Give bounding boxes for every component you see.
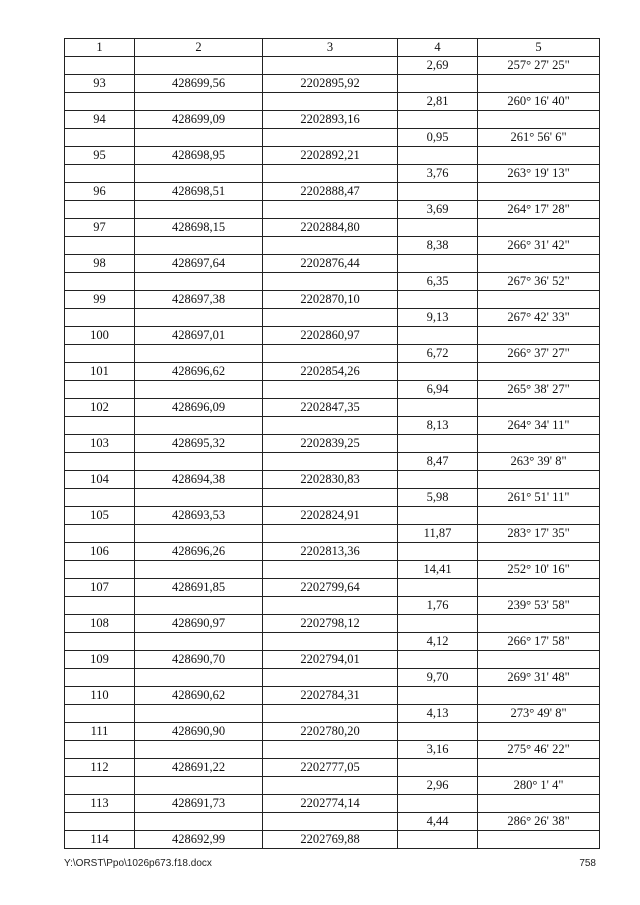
table-row [65, 255, 600, 273]
bearing-cell [478, 219, 600, 237]
bearing-cell: 286° 26' 38" [478, 813, 600, 831]
table-row [65, 795, 600, 813]
point-number-cell: 110 [65, 687, 135, 705]
bearing-cell [478, 147, 600, 165]
y-coordinate-cell [263, 417, 398, 435]
bearing-cell [478, 399, 600, 417]
distance-cell: 2,81 [398, 93, 478, 111]
table-row [65, 237, 600, 255]
y-coordinate-cell: 2202799,64 [263, 579, 398, 597]
bearing-cell: 252° 10' 16" [478, 561, 600, 579]
y-coordinate-cell [263, 57, 398, 75]
point-number-cell [65, 813, 135, 831]
distance-cell: 3,76 [398, 165, 478, 183]
point-number-cell: 106 [65, 543, 135, 561]
table-row [65, 669, 600, 687]
x-coordinate-cell: 428691,85 [135, 579, 263, 597]
point-number-cell [65, 597, 135, 615]
table-row [65, 507, 600, 525]
bearing-cell: 257° 27' 25" [478, 57, 600, 75]
y-coordinate-cell [263, 129, 398, 147]
y-coordinate-cell [263, 237, 398, 255]
bearing-cell [478, 255, 600, 273]
x-coordinate-cell: 428692,99 [135, 831, 263, 849]
bearing-cell: 261° 51' 11" [478, 489, 600, 507]
point-number-cell: 112 [65, 759, 135, 777]
table-row [65, 165, 600, 183]
y-coordinate-cell: 2202824,91 [263, 507, 398, 525]
point-number-cell [65, 345, 135, 363]
y-coordinate-cell [263, 489, 398, 507]
distance-cell: 3,16 [398, 741, 478, 759]
y-coordinate-cell: 2202870,10 [263, 291, 398, 309]
footer-file-path: Y:\ORST\Ppo\1026p673.f18.docx [64, 858, 212, 869]
distance-cell [398, 147, 478, 165]
bearing-cell [478, 471, 600, 489]
y-coordinate-cell: 2202780,20 [263, 723, 398, 741]
bearing-cell [478, 831, 600, 849]
table-row [65, 183, 600, 201]
distance-cell: 9,70 [398, 669, 478, 687]
table-row [65, 147, 600, 165]
y-coordinate-cell [263, 201, 398, 219]
x-coordinate-cell [135, 525, 263, 543]
point-number-cell: 98 [65, 255, 135, 273]
x-coordinate-cell: 428697,01 [135, 327, 263, 345]
x-coordinate-cell: 428697,64 [135, 255, 263, 273]
x-coordinate-cell [135, 129, 263, 147]
bearing-cell [478, 651, 600, 669]
point-number-cell [65, 165, 135, 183]
y-coordinate-cell: 2202892,21 [263, 147, 398, 165]
distance-cell: 5,98 [398, 489, 478, 507]
distance-cell: 6,94 [398, 381, 478, 399]
y-coordinate-cell: 2202774,14 [263, 795, 398, 813]
bearing-cell: 266° 31' 42" [478, 237, 600, 255]
distance-cell [398, 399, 478, 417]
point-number-cell: 96 [65, 183, 135, 201]
distance-cell: 2,69 [398, 57, 478, 75]
point-number-cell [65, 525, 135, 543]
distance-cell [398, 435, 478, 453]
column-header: 4 [398, 39, 478, 57]
y-coordinate-cell [263, 813, 398, 831]
distance-cell [398, 687, 478, 705]
point-number-cell [65, 669, 135, 687]
table-row [65, 399, 600, 417]
y-coordinate-cell [263, 165, 398, 183]
distance-cell: 9,13 [398, 309, 478, 327]
point-number-cell [65, 489, 135, 507]
table-row [65, 93, 600, 111]
bearing-cell [478, 723, 600, 741]
point-number-cell: 107 [65, 579, 135, 597]
distance-cell: 8,13 [398, 417, 478, 435]
point-number-cell [65, 201, 135, 219]
x-coordinate-cell [135, 93, 263, 111]
table-row [65, 525, 600, 543]
x-coordinate-cell [135, 201, 263, 219]
x-coordinate-cell [135, 633, 263, 651]
distance-cell [398, 651, 478, 669]
y-coordinate-cell: 2202893,16 [263, 111, 398, 129]
bearing-cell: 265° 38' 27" [478, 381, 600, 399]
point-number-cell [65, 453, 135, 471]
bearing-cell: 280° 1' 4" [478, 777, 600, 795]
distance-cell [398, 723, 478, 741]
distance-cell: 0,95 [398, 129, 478, 147]
x-coordinate-cell: 428691,22 [135, 759, 263, 777]
x-coordinate-cell [135, 273, 263, 291]
x-coordinate-cell [135, 741, 263, 759]
distance-cell: 2,96 [398, 777, 478, 795]
point-number-cell [65, 417, 135, 435]
distance-cell: 14,41 [398, 561, 478, 579]
distance-cell [398, 543, 478, 561]
column-header: 1 [65, 39, 135, 57]
x-coordinate-cell [135, 813, 263, 831]
y-coordinate-cell: 2202784,31 [263, 687, 398, 705]
coordinates-table [64, 38, 600, 849]
y-coordinate-cell: 2202798,12 [263, 615, 398, 633]
bearing-cell: 264° 17' 28" [478, 201, 600, 219]
y-coordinate-cell [263, 669, 398, 687]
point-number-cell: 105 [65, 507, 135, 525]
table-row [65, 471, 600, 489]
bearing-cell: 266° 37' 27" [478, 345, 600, 363]
distance-cell: 8,38 [398, 237, 478, 255]
bearing-cell [478, 327, 600, 345]
point-number-cell [65, 309, 135, 327]
point-number-cell: 100 [65, 327, 135, 345]
y-coordinate-cell: 2202769,88 [263, 831, 398, 849]
table-row [65, 813, 600, 831]
bearing-cell [478, 543, 600, 561]
distance-cell: 6,72 [398, 345, 478, 363]
bearing-cell: 263° 39' 8" [478, 453, 600, 471]
point-number-cell: 111 [65, 723, 135, 741]
bearing-cell: 267° 36' 52" [478, 273, 600, 291]
bearing-cell [478, 111, 600, 129]
table-row [65, 723, 600, 741]
bearing-cell: 239° 53' 58" [478, 597, 600, 615]
table-row [65, 453, 600, 471]
point-number-cell: 94 [65, 111, 135, 129]
y-coordinate-cell: 2202777,05 [263, 759, 398, 777]
distance-cell: 4,13 [398, 705, 478, 723]
x-coordinate-cell [135, 705, 263, 723]
table-row [65, 759, 600, 777]
point-number-cell: 102 [65, 399, 135, 417]
point-number-cell [65, 705, 135, 723]
table-row [65, 129, 600, 147]
x-coordinate-cell: 428691,73 [135, 795, 263, 813]
y-coordinate-cell: 2202794,01 [263, 651, 398, 669]
y-coordinate-cell: 2202839,25 [263, 435, 398, 453]
table-row [65, 777, 600, 795]
table-row [65, 687, 600, 705]
table-row [65, 543, 600, 561]
table-row [65, 327, 600, 345]
y-coordinate-cell: 2202854,26 [263, 363, 398, 381]
x-coordinate-cell [135, 417, 263, 435]
column-header: 3 [263, 39, 398, 57]
distance-cell [398, 183, 478, 201]
y-coordinate-cell: 2202895,92 [263, 75, 398, 93]
table-row [65, 363, 600, 381]
bearing-cell: 260° 16' 40" [478, 93, 600, 111]
y-coordinate-cell [263, 525, 398, 543]
distance-cell [398, 363, 478, 381]
table-row [65, 633, 600, 651]
bearing-cell [478, 75, 600, 93]
point-number-cell: 104 [65, 471, 135, 489]
table-row [65, 309, 600, 327]
distance-cell [398, 831, 478, 849]
x-coordinate-cell: 428690,90 [135, 723, 263, 741]
table-row [65, 57, 600, 75]
table-row [65, 417, 600, 435]
y-coordinate-cell [263, 741, 398, 759]
y-coordinate-cell [263, 597, 398, 615]
point-number-cell: 109 [65, 651, 135, 669]
bearing-cell [478, 615, 600, 633]
x-coordinate-cell [135, 453, 263, 471]
bearing-cell [478, 507, 600, 525]
x-coordinate-cell: 428699,56 [135, 75, 263, 93]
y-coordinate-cell [263, 345, 398, 363]
distance-cell [398, 795, 478, 813]
y-coordinate-cell [263, 777, 398, 795]
x-coordinate-cell: 428696,09 [135, 399, 263, 417]
table-row [65, 273, 600, 291]
point-number-cell: 108 [65, 615, 135, 633]
distance-cell [398, 759, 478, 777]
table-row [65, 579, 600, 597]
x-coordinate-cell: 428699,09 [135, 111, 263, 129]
bearing-cell [478, 291, 600, 309]
y-coordinate-cell [263, 309, 398, 327]
table-row [65, 651, 600, 669]
x-coordinate-cell [135, 561, 263, 579]
bearing-cell [478, 363, 600, 381]
distance-cell [398, 327, 478, 345]
x-coordinate-cell [135, 57, 263, 75]
x-coordinate-cell: 428690,62 [135, 687, 263, 705]
footer-page-number: 758 [579, 858, 596, 869]
point-number-cell [65, 93, 135, 111]
y-coordinate-cell [263, 93, 398, 111]
table-row [65, 345, 600, 363]
table-header-row [65, 39, 600, 57]
point-number-cell [65, 237, 135, 255]
x-coordinate-cell: 428697,38 [135, 291, 263, 309]
y-coordinate-cell: 2202847,35 [263, 399, 398, 417]
y-coordinate-cell [263, 273, 398, 291]
distance-cell: 8,47 [398, 453, 478, 471]
x-coordinate-cell [135, 165, 263, 183]
distance-cell [398, 507, 478, 525]
x-coordinate-cell: 428696,62 [135, 363, 263, 381]
x-coordinate-cell [135, 309, 263, 327]
distance-cell [398, 579, 478, 597]
y-coordinate-cell: 2202830,83 [263, 471, 398, 489]
table-row [65, 615, 600, 633]
point-number-cell [65, 741, 135, 759]
distance-cell [398, 615, 478, 633]
distance-cell: 11,87 [398, 525, 478, 543]
bearing-cell: 269° 31' 48" [478, 669, 600, 687]
point-number-cell [65, 273, 135, 291]
point-number-cell: 103 [65, 435, 135, 453]
table-row [65, 75, 600, 93]
bearing-cell [478, 579, 600, 597]
x-coordinate-cell: 428698,95 [135, 147, 263, 165]
x-coordinate-cell [135, 597, 263, 615]
table-row [65, 741, 600, 759]
distance-cell [398, 111, 478, 129]
table-row [65, 705, 600, 723]
y-coordinate-cell [263, 381, 398, 399]
point-number-cell: 93 [65, 75, 135, 93]
distance-cell [398, 255, 478, 273]
bearing-cell: 263° 19' 13" [478, 165, 600, 183]
point-number-cell: 97 [65, 219, 135, 237]
table-row [65, 561, 600, 579]
point-number-cell: 95 [65, 147, 135, 165]
bearing-cell [478, 183, 600, 201]
x-coordinate-cell [135, 237, 263, 255]
bearing-cell: 264° 34' 11" [478, 417, 600, 435]
table-row [65, 381, 600, 399]
y-coordinate-cell: 2202888,47 [263, 183, 398, 201]
x-coordinate-cell: 428693,53 [135, 507, 263, 525]
x-coordinate-cell: 428694,38 [135, 471, 263, 489]
point-number-cell [65, 777, 135, 795]
distance-cell: 6,35 [398, 273, 478, 291]
y-coordinate-cell [263, 705, 398, 723]
distance-cell [398, 291, 478, 309]
x-coordinate-cell: 428696,26 [135, 543, 263, 561]
table-row [65, 201, 600, 219]
bearing-cell: 283° 17' 35" [478, 525, 600, 543]
distance-cell [398, 219, 478, 237]
point-number-cell [65, 129, 135, 147]
y-coordinate-cell: 2202884,80 [263, 219, 398, 237]
point-number-cell [65, 381, 135, 399]
distance-cell: 4,12 [398, 633, 478, 651]
x-coordinate-cell: 428695,32 [135, 435, 263, 453]
table-row [65, 489, 600, 507]
x-coordinate-cell: 428698,51 [135, 183, 263, 201]
table-row [65, 219, 600, 237]
table-row [65, 831, 600, 849]
point-number-cell: 113 [65, 795, 135, 813]
point-number-cell [65, 561, 135, 579]
bearing-cell [478, 687, 600, 705]
bearing-cell [478, 435, 600, 453]
x-coordinate-cell [135, 345, 263, 363]
y-coordinate-cell [263, 561, 398, 579]
distance-cell [398, 75, 478, 93]
bearing-cell [478, 795, 600, 813]
bearing-cell: 275° 46' 22" [478, 741, 600, 759]
point-number-cell [65, 633, 135, 651]
y-coordinate-cell: 2202876,44 [263, 255, 398, 273]
distance-cell: 4,44 [398, 813, 478, 831]
distance-cell [398, 471, 478, 489]
y-coordinate-cell: 2202813,36 [263, 543, 398, 561]
bearing-cell: 273° 49' 8" [478, 705, 600, 723]
x-coordinate-cell: 428690,97 [135, 615, 263, 633]
bearing-cell: 261° 56' 6" [478, 129, 600, 147]
bearing-cell [478, 759, 600, 777]
table-row [65, 597, 600, 615]
point-number-cell [65, 57, 135, 75]
table-row [65, 435, 600, 453]
bearing-cell: 267° 42' 33" [478, 309, 600, 327]
y-coordinate-cell [263, 633, 398, 651]
y-coordinate-cell [263, 453, 398, 471]
x-coordinate-cell: 428698,15 [135, 219, 263, 237]
distance-cell: 1,76 [398, 597, 478, 615]
point-number-cell: 99 [65, 291, 135, 309]
y-coordinate-cell: 2202860,97 [263, 327, 398, 345]
x-coordinate-cell [135, 381, 263, 399]
table-row [65, 111, 600, 129]
x-coordinate-cell [135, 489, 263, 507]
point-number-cell: 114 [65, 831, 135, 849]
point-number-cell: 101 [65, 363, 135, 381]
x-coordinate-cell: 428690,70 [135, 651, 263, 669]
bearing-cell: 266° 17' 58" [478, 633, 600, 651]
column-header: 2 [135, 39, 263, 57]
x-coordinate-cell [135, 777, 263, 795]
table-row [65, 291, 600, 309]
column-header: 5 [478, 39, 600, 57]
distance-cell: 3,69 [398, 201, 478, 219]
x-coordinate-cell [135, 669, 263, 687]
